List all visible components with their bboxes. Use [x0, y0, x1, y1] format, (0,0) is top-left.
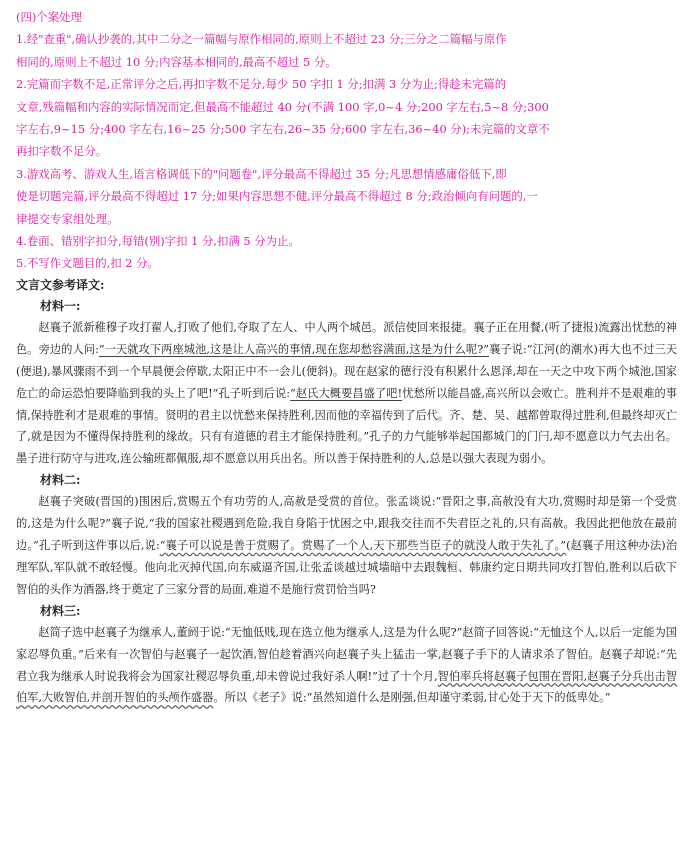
rules-line: 字左右,9~15 分;400 字左右,16~25 分;500 字左右,26~35 分;600 字左右,36~40 分);未完篇的文章不 — [16, 122, 550, 137]
rules-line: 1.经"查重",确认抄袭的,其中二分之一篇幅与原作相同的,原则上不超过 23 分;三分之二篇幅与原作 — [16, 32, 507, 47]
material-1-title: 材料一: — [40, 298, 81, 313]
rules-line: 再扣字数不足分。 — [16, 144, 108, 159]
rules-line: 4.卷面、错别字扣分,每错(别)字扣 1 分,扣满 5 分为止。 — [16, 234, 300, 249]
text-segment: 忧愁所以能昌盛,高兴所以会败亡。胜利并不是艰难的事情,保持胜利才是艰难的事情。贤明的君主以忧愁来保持胜利,因而他的幸福传到了后代。齐、楚、吴、越都曾取得过胜利,但最终却灭亡了,就是因为不懂得保持胜利的缘故。只有有道德的君主才能保持胜利。”孔子的力气能够举起国都城门的门闩,却不愿意以力气去出名。墨子进行防守与进攻,连公输班都佩服,却不愿意以用兵出名。所以善于保持胜利的人,总是以强大表现为弱小。 — [16, 386, 677, 466]
rules-line: 使是切题完篇,评分最高不得超过 17 分;如果内容思想不健,评分最高不得超过 8 分;政治倾向有问题的,一 — [16, 189, 538, 204]
underlined-quote: “襄子可以说是善于赏赐了。赏赐了一个人,天下那些当臣子的就没人敢于失礼了。” — [159, 539, 567, 553]
material-3-text — [16, 622, 677, 710]
grading-rules — [16, 6, 677, 275]
material-2-text — [16, 491, 677, 601]
text-segment: 赵襄子突破(晋国的)围困后,赏赐五个有功劳的人,高赦是受赏的首位。张孟谈说:“晋阳之事,高赦没有大功,赏赐时却是第一个受赏的,这是为什么呢?”襄子说,“我的国家社稷遇到危险,我自身陷于忧困之中,跟我交往而不失君臣之礼的,只有高赦。我因此把他放在最前边。”孔子听到这件事以后,说: — [16, 495, 677, 553]
underlined-quote: “赵氏大概要昌盛了吧! — [290, 386, 403, 400]
text-segment: 赵简子选中赵襄子为继承人,董阏于说:“无恤低贱,现在选立他为继承人,这是为什么呢?”赵简子回答说:“无恤这个人,以后一定能为国家忍辱负重。”后来有一次智伯与赵襄子一起饮酒,智伯趁着酒兴向赵襄子头上猛击一掌,赵襄子手下的人请求杀了智伯。赵襄子却说:“先君立我为继承人时说我将会为国家社稷忍辱负重,却未曾说过我好杀人啊!”过了十个月, — [16, 625, 677, 683]
text-segment: 。所以《老子》说:“虽然知道什么是刚强,但却谨守柔弱,甘心处于天下的低卑处。” — [213, 691, 611, 705]
rules-line: 2.完篇而字数不足,正常评分之后,再扣字数不足分,每少 50 字扣 1 分;扣满 3 分为止;得趁未完篇的 — [16, 77, 507, 92]
rules-line: 3.游戏高考、游戏人生,语言格调低下的"问题卷",评分最高不得超过 35 分;凡思想情感庸俗低下,即 — [16, 166, 507, 181]
rules-line: 5.不写作文题目的,扣 2 分。 — [16, 256, 159, 271]
translation-heading: 文言文参考译文: — [16, 277, 105, 292]
text-segment: 襄子说:“江河(的潮水)再大也不过三天(便退),暴风骤雨不到一个早晨便会停歇,太阳正中不一会儿(便斜)。现在赵家的德行没有积累什么恩泽,却在一天之中攻下两个城池,国家危亡的命运恐怕要降临到我的头上了吧!”孔子听到后说: — [16, 342, 677, 400]
material-1-text — [16, 317, 677, 470]
rules-title: (四)个案处理 — [16, 10, 82, 24]
rules-line: 相同的,原则上不超过 10 分;内容基本相同的,最高不超过 5 分。 — [16, 54, 337, 69]
material-3-title: 材料三: — [40, 603, 81, 618]
underlined-quote: “一天就攻下两座城池,这是让人高兴的事情,现在您却愁容满面,这是为什么呢?” — [98, 342, 489, 356]
rules-line: 律提交专家组处理。 — [16, 211, 119, 226]
text-segment: (赵襄子用这种办法)治理军队,军队就不敢轻慢。他向北灭掉代国,向东威逼齐国,让张孟谈越过城墙暗中去跟魏桓、韩康约定日期共同攻打智伯,胜利以后砍下智伯的头作为酒器,终于奠定了三家分晋的局面,难道不是施行赏罚恰当吗? — [16, 539, 678, 596]
material-2-title: 材料二: — [40, 473, 81, 488]
text-segment: 赵襄子派新稚穆子攻打翟人,打败了他们,夺取了左人、中人两个城邑。派信使回来报捷。襄子正在用餐,(听了捷报)流露出忧愁的神色。旁边的人问: — [16, 320, 677, 356]
rules-line: 文章,残篇幅和内容的实际情况而定,但最高不能超过 40 分(不满 100 字,0~4 分;200 字左右,5~8 分;300 — [16, 99, 549, 114]
underlined-quote: 智伯率兵将赵襄子包围在晋阳,赵襄子分兵出击智伯军,大败智伯,并剖开智伯的头颅作盛器 — [16, 669, 677, 705]
